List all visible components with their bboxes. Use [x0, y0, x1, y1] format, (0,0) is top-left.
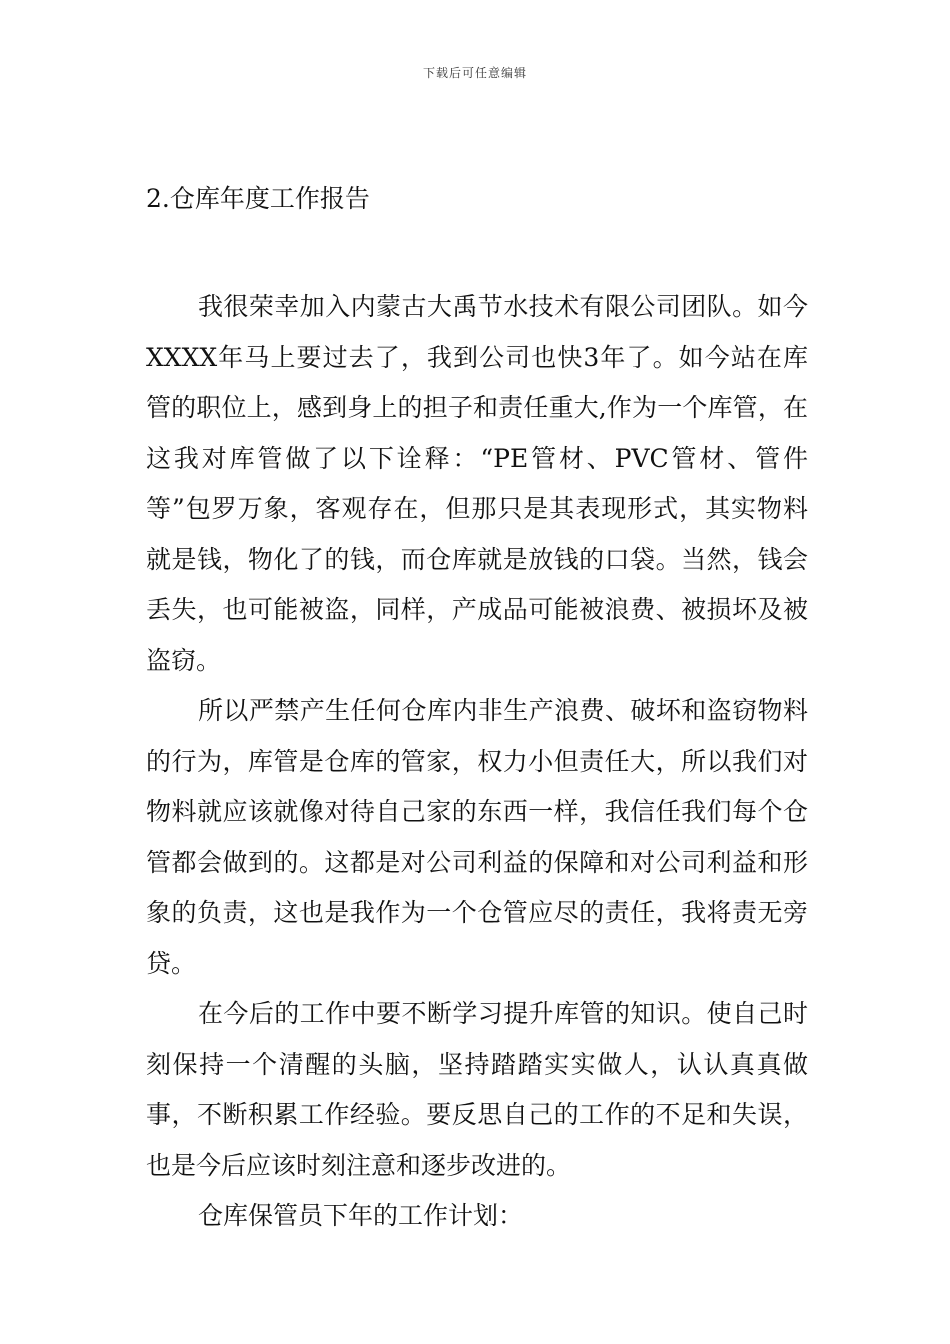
document-body: [146, 282, 808, 1242]
paragraph-3: 在今后的工作中要不断学习提升库管的知识。使自己时刻保持一个清醒的头脑，坚持踏踏实实做人，认认真真做事，不断积累工作经验。要反思自己的工作的不足和失误，也是今后应该时刻注意和逐步改进的。: [146, 999, 808, 1180]
paragraph-2: 所以严禁产生任何仓库内非生产浪费、破坏和盗窃物料的行为，库管是仓库的管家，权力小但责任大，所以我们对物料就应该就像对待自己家的东西一样，我信任我们每个仓管都会做到的。这都是对公司利益的保障和对公司利益和形象的负责，这也是我作为一个仓管应尽的责任，我将责无旁贷。: [146, 696, 808, 978]
paragraph-1: 我很荣幸加入内蒙古大禹节水技术有限公司团队。如今XXXX年马上要过去了，我到公司也快3年了。如今站在库管的职位上，感到身上的担子和责任重大,作为一个库管，在这我对库管做了以下诠释：“PE管材、PVC管材、管件等”包罗万象，客观存在，但那只是其表现形式，其实物料就是钱，物化了的钱，而仓库就是放钱的口袋。当然，钱会丢失，也可能被盗，同样，产成品可能被浪费、被损坏及被盗窃。: [146, 292, 808, 675]
paragraph-4: 仓库保管员下年的工作计划：: [198, 1201, 524, 1230]
page-header-note: 下载后可任意编辑: [422, 66, 527, 80]
document-title: 2.仓库年度工作报告: [146, 184, 370, 213]
